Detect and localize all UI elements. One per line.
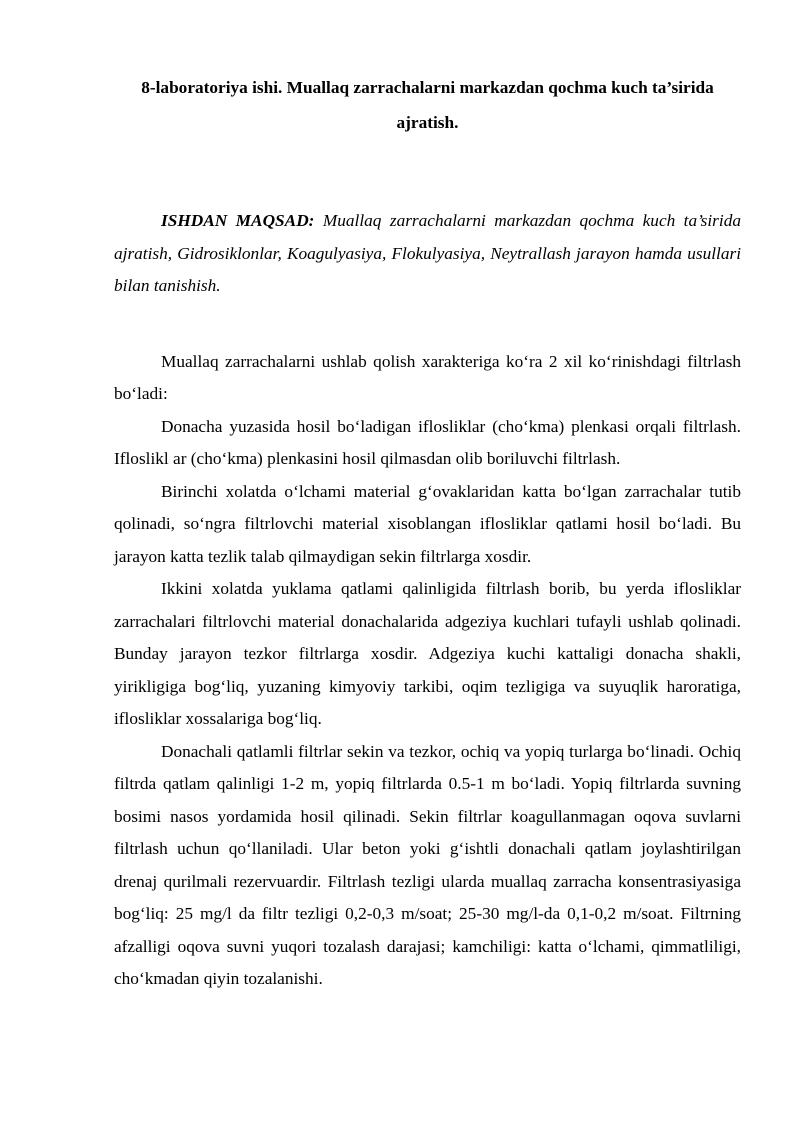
body-text [114,346,741,996]
paragraph-granular-filters: Donachali qatlamli filtrlar sekin va tezkor, ochiq va yopiq turlarga bo‘linadi. Ochiq filtrda qatlam qalinligi 1-2 m, yopiq filtrlarda 0.5-1 m bo‘ladi. Yopiq filtrlarda suvning bosimi nasos yordamida hosil qilinadi. Sekin filtrlar koagullanmagan oqova suvlarni filtrlash uchun qo‘llaniladi. Ular beton yoki g‘ishtli donachali qatlam joylashtirilgan drenaj qurilmali rezervuardir. Filtrlash tezligi ularda muallaq zarracha konsentrasiyasiga bog‘liq: 25 mg/l da filtr tezligi 0,2-0,3 m/soat; 25-30 mg/l-da 0,1-0,2 m/soat. Filtrning afzalligi oqova suvni yuqori tozalash darajasi; kamchiligi: katta o‘lchami, qimmatliligi, cho‘kmadan qiyin tozalanishi. [114,741,741,988]
goal-text: Muallaq zarrachalarni markazdan qochma kuch ta’sirida ajratish, Gidrosiklonlar, Koagulyasiya, Flokulyasiya, Neytrallash jarayon hamda usullari bilan tanishish. [114,211,741,295]
paragraph-second-case: Ikkini xolatda yuklama qatlami qalinligida filtrlash borib, bu yerda iflosliklar zarrachalari filtrlovchi material donachalarida adgeziya kuchlari tufayli ushlab qolinadi. Bunday jarayon tezkor filtrlarga xosdir. Adgeziya kuchi kattaligi donacha shakli, yirikligiga bog‘liq, yuzaning kimyoviy tarkibi, oqim tezligiga va suyuqlik haroratiga, iflosliklar xossalariga bog‘liq. [114,579,741,728]
goal-label: ISHDAN MAQSAD: [161,211,315,230]
document-title: 8-laboratoriya ishi. Muallaq zarrachalarni markazdan qochma kuch ta’sirida ajratish. [141,78,714,132]
document-page [114,70,741,996]
paragraph-film-filtration: Donacha yuzasida hosil bo‘ladigan iflosliklar (cho‘kma) plenkasi orqali filtrlash. Ifloslikl ar (cho‘kma) plenkasini hosil qilmasdan olib boriluvchi filtrlash. [114,416,741,468]
paragraph-filtration-types: Muallaq zarrachalarni ushlab qolish xarakteriga ko‘ra 2 xil ko‘rinishdagi filtrlash bo‘ladi: [114,351,741,403]
paragraph-first-case: Birinchi xolatda o‘lchami material g‘ovaklaridan katta bo‘lgan zarrachalar tutib qolinadi, so‘ngra filtrlovchi material xisoblangan iflosliklar qatlami hosil bo‘ladi. Bu jarayon katta tezlik talab qilmaydigan sekin filtrlarga xosdir. [114,481,741,566]
goal-paragraph [114,205,741,303]
